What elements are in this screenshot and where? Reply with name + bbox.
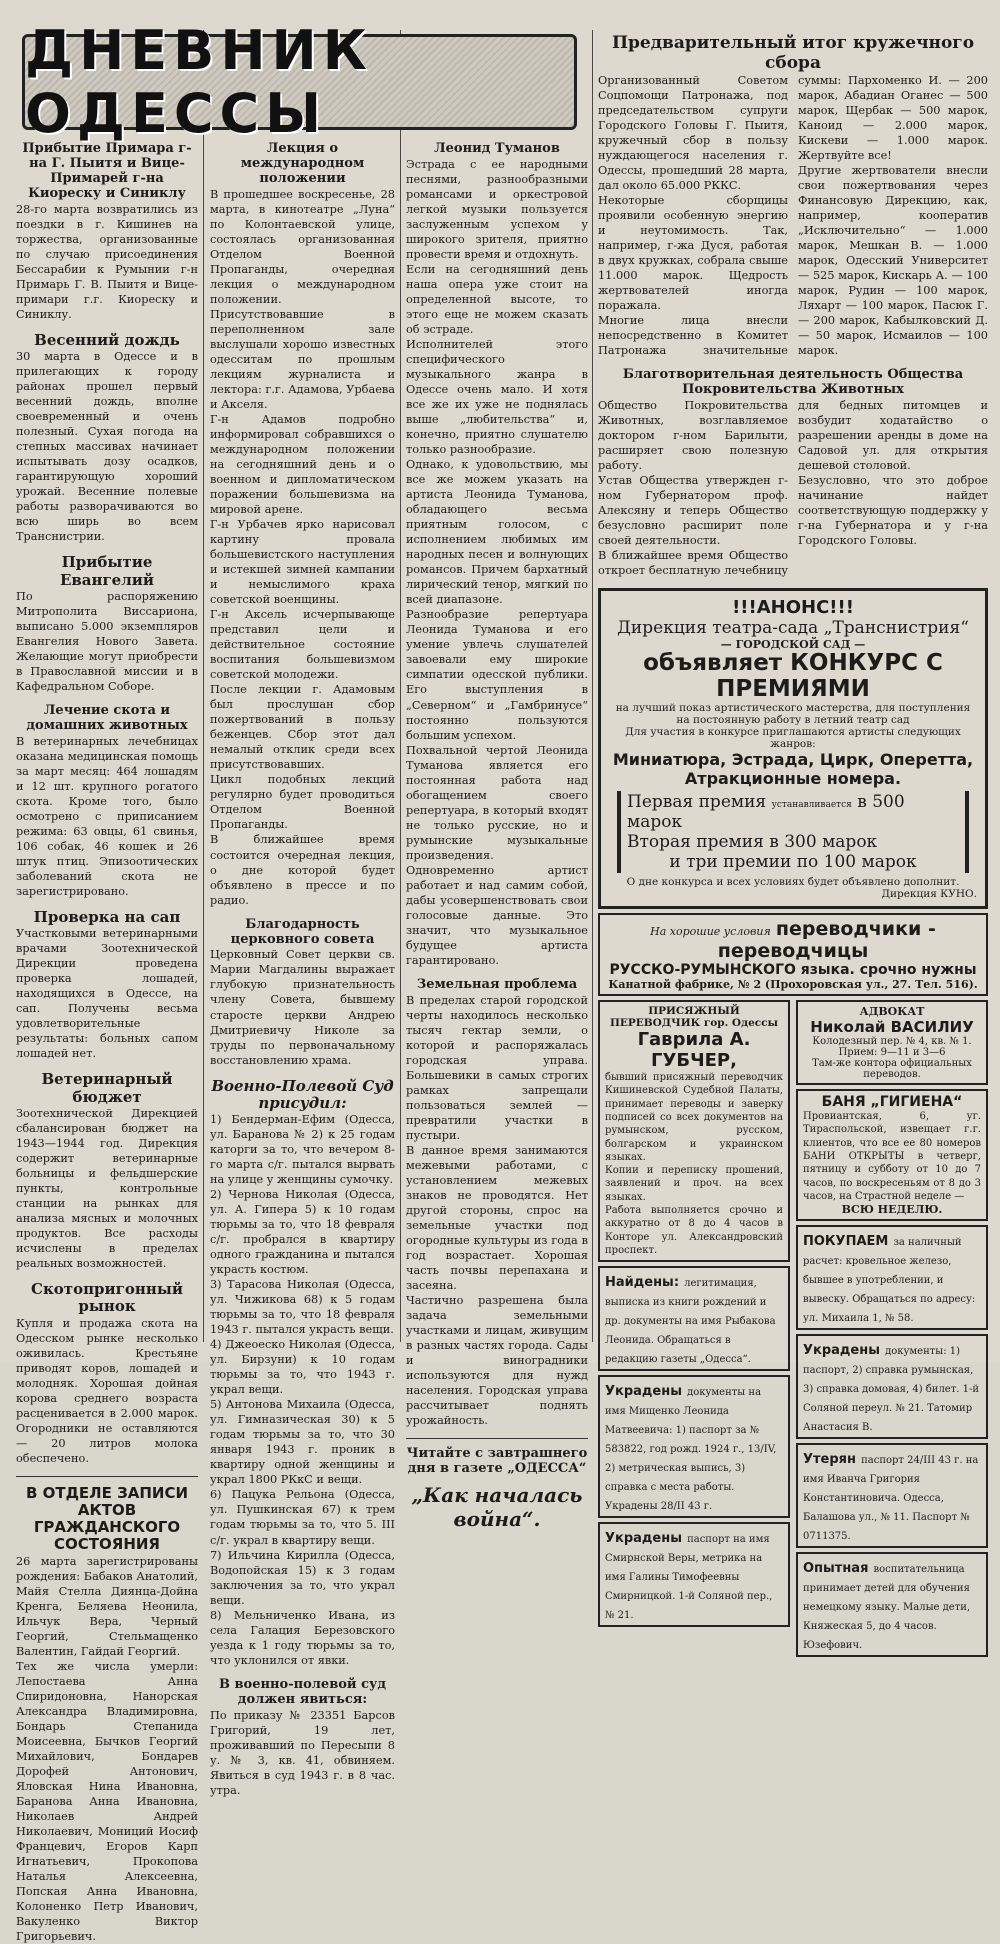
announce-sign: Дирекция КУНО. — [881, 888, 977, 901]
ad-text: Работа выполняется срочно и аккуратно от 8 до 4 часов в Конторе ул. Александровский проспект. — [605, 1205, 783, 1256]
ad-text: Провиантская, 6, уг. Тираспольской, извещает г.г. клиентов, что все ее 80 номеров БАНИ ОТКРЫТЫ в четверг, пятницу и субботу от 10 до 7 часов, по воскресеньям от 8 до 3 часов, на Страстной неделе — — [803, 1111, 981, 1202]
article-text: Если на сегодняшний день наша опера уже стоит на определенной высоте, то этого еще не можем сказать об эстраде. — [406, 263, 588, 337]
article-text: После лекции г. Адамовым был прослушан сбор пожертвований в пользу беженцев. Сбор этот дал немалый отклик среди всех присутствовавших. — [210, 683, 395, 772]
ad-text: легитимация, выписка из книги рождений и др. документы на имя Рыбакова Леонида. Обращаться в редакцию газеты „Одесса“. — [605, 1278, 776, 1366]
article-text: В пределах старой городской черты находилось несколько тысяч гектар земли, о которой и распоряжалась городская управа. Большевики в самых строгих рамках запрещали пользоваться землей — превратили участки в пустыри. — [406, 993, 588, 1142]
article — [16, 1281, 198, 1466]
article-title: Лекция о международном положении — [240, 141, 365, 186]
article-title: Проверка на сап — [33, 907, 181, 926]
announce-genres: Атракционные номера. — [684, 769, 902, 789]
theatre-announcement — [598, 588, 988, 909]
list-item: 1) Бендерман-Ефим (Одесса, ул. Баранова № 2) к 25 годам каторги за то, что вечером 8-го марта с/г. пытался вырвать на улице у женщины сумочку. — [210, 1113, 395, 1187]
ad-name: Гаврила А. ГУБЧЕР, — [637, 1029, 751, 1072]
classified-ad — [598, 1375, 790, 1518]
announce-sub: — ГОРОДСКОЙ САД — — [720, 638, 866, 652]
bath-ad — [796, 1089, 988, 1221]
column-1 — [16, 141, 198, 1944]
masthead-logo — [22, 19, 577, 145]
article — [16, 704, 198, 899]
prize-row — [627, 832, 959, 852]
list-item: 3) Тарасова Николая (Одесса, ул. Чижикова 68) к 5 годам тюрьмы за то, что 18 февраля 1943 г. пытался украсть вещи. — [210, 1278, 395, 1337]
list-item: 8) Мельниченко Ивана, из села Галация Березовского уезда к 1 году тюрьмы за то, что уклонился от явки. — [210, 1608, 395, 1667]
ad-lead: ПРИСЯЖНЫЙ ПЕРЕВОДЧИК гор. Одессы — [609, 1005, 779, 1030]
announce-footer: О дне конкурса и всех условиях будет объявлено дополнит. — [626, 876, 960, 889]
ad-lang: РУССКО-РУМЫНСКОГО языка. срочно нужны — [609, 962, 977, 979]
prize-row: и три премии по 100 марок — [669, 852, 917, 873]
ad-lead: На хорошие условия — [650, 925, 771, 939]
classified-ad — [796, 1225, 988, 1330]
classified-ad — [598, 1266, 790, 1371]
article — [16, 332, 198, 544]
list-item: 2) Чернова Николая (Одесса, ул. А. Гипера 5) к 10 годам тюрьмы за то, что 18 февраля с/г. пробрался в квартиру одного гражданина и пытался украсть костюм. — [210, 1188, 395, 1277]
article-text: Купля и продажа скота на Одесском рынке несколько оживилась. Крестьяне приводят коров, лошадей и молодняк. Хорошая дойная корова среднего возраста расценивается в 2.000 марок. Огородники не оставляются — 20 литров молока обеспечено. — [16, 1316, 198, 1465]
masthead-title: ДНЕВНИК ОДЕССЫ — [25, 19, 373, 145]
ad-title: Украдены — [605, 1531, 682, 1547]
article — [210, 918, 395, 1068]
article-text: Зоотехнической Дирекцией сбалансирован бюджет на 1943—1944 год. Дирекция содержит ветеринарные больницы и фельдшерские пункты, контрольные станции на рынках для анализа мясных и молочных продуктов. Все расходы исчислены в пределах реальных возможностей. — [16, 1106, 198, 1271]
ad-text: Колодезный пер. № 4, кв. № 1. — [812, 1036, 972, 1048]
classified-ad — [796, 1552, 988, 1657]
article-title: Предварительный итог кружечного сбора — [611, 33, 975, 73]
ad-name: Николай ВАСИЛИУ — [810, 1018, 974, 1037]
ad-title: Опытная — [803, 1561, 869, 1577]
ad-title: Найдены: — [605, 1275, 680, 1291]
announce-line: Для участия в конкурсе приглашаются артисты следующих жанров: — [625, 726, 961, 751]
article-text: Церковный Совет церкви св. Марии Магдалины выражает глубокую признательность члену Совета, бывшему старосте церкви Андрею Дмитриевичу Николе за труды по первоначальному восстановлению храма. — [210, 948, 395, 1067]
ad-lead: АДВОКАТ — [859, 1005, 925, 1019]
article-title: Прибытие Примара г-на Г. Пыитя и Вице-Примарей г-на Киореску и Синиклу — [22, 141, 192, 201]
ad-text: воспитательница принимает детей для обучения немецкому языку. Малые дети, Княжеская 5, до 4 часов. Юзефович. — [803, 1564, 971, 1652]
article-title: Военно-Полевой Суд присудил: — [211, 1076, 394, 1112]
article — [598, 368, 988, 578]
article-text: Участковыми ветеринарными врачами Зоотехнической Дирекции проведена проверка лошадей, находящихся в Одессе, на сап. Получены весьма удовлетворительные результаты: больных сапом лошадей нет. — [16, 927, 198, 1061]
prize-note: устанавливается — [771, 800, 852, 811]
column-rule — [592, 30, 593, 1342]
promo-title: Читайте с завтрашнего дня в газете „ОДЕССА“ — [406, 1446, 588, 1477]
ad-text: Копии и переписку прошений, заявлений и проч. на всех языках. — [605, 1165, 783, 1203]
article-title: Благодарность церковного совета — [230, 916, 375, 947]
article-text: Г-н Аксель исчерпывающе представил цели и действительное состояние воспитания большевизмом советской молодежи. — [210, 608, 395, 682]
article-text: Г-н Урбачев ярко нарисовал картину провала большевистского наступления и истекшей зимней кампании и немыслимого краха советской военщины. — [210, 518, 395, 607]
ad-text: ВСЮ НЕДЕЛЮ. — [841, 1203, 943, 1217]
column-4 — [598, 33, 988, 1652]
article-text: Частично разрешена была задача земельными участками и лицам, живущим в разных частях города. Сады и виноградники используются для нужд населения. Городская управа рассчитывает поднять урожайность. — [406, 1294, 588, 1428]
ad-addr: Канатной фабрике, № 2 (Прохоровская ул., 27. Тел. 516). — [608, 978, 978, 992]
ad-title: Украдены — [803, 1343, 880, 1359]
ad-title: БАНЯ „ГИГИЕНА“ — [821, 1094, 963, 1111]
article-title: Ветеринарный бюджет — [41, 1070, 173, 1106]
article-text: В прошедшее воскресенье, 28 марта, в кинотеатре „Луна“ по Колонтаевской улице, состоялась организованная Отделом Военной Пропаганды, очередная лекция о международном положении. — [210, 187, 395, 306]
announce-line: на лучший показ артистического мастерства, для поступления на постоянную работу в летний театр сад — [615, 702, 971, 727]
article-text: Разнообразие репертуара Леонида Туманова и его умение увлечь слушателей завоевали ему широкие симпатии одесской публики. Его выступления в „Северном“ и „Гамбринусе“ постоянно пользуются большим успехом. — [406, 608, 588, 742]
article-text: Другие жертвователи внесли свои пожертвования через Финансовую Дирекцию, как, например, кооператив „Исключительно“ — 1.000 марок, Мешкан В. — 1.000 марок, Одесский Университет — 525 марок, Кискарь А. — 100 марок, Рудин — 100 марок, Ляхарт — 100 марок, Пасюк Г. — 200 марок, Кабылковский Д. — 50 марок, Исмаилов — 100 марок. — [798, 164, 988, 358]
article — [16, 1071, 198, 1271]
article-text: По распоряжению Митрополита Виссариона, выписано 5.000 экземпляров Евангелия Нового Завета. Желающие могут приобрести в Православной миссии и в Кафедральном Соборе. — [16, 589, 198, 693]
column-3 — [406, 141, 588, 1532]
article-title: Леонид Туманов — [434, 141, 560, 156]
ads-left — [598, 1000, 790, 1657]
ad-text: бывший присяжный переводчик Кишиневской Судебной Палаты, принимает переводы и заверку подписей со всех документов на румынском, русском, болгарском и украинском языках. — [605, 1072, 783, 1163]
ad-big: переводчики - переводчицы — [717, 918, 936, 963]
article-body — [598, 398, 988, 578]
classified-ad — [598, 1522, 790, 1627]
ad-text: за наличный расчет: кровельное железо, бывшее в употреблении, и вывеску. Обращаться по адресу: ул. Михаила 1, № 58. — [803, 1237, 976, 1325]
article-title: Лечение скота и домашних животных — [26, 702, 188, 733]
announce-big: объявляет КОНКУРС С ПРЕМИЯМИ — [643, 650, 943, 702]
article — [16, 909, 198, 1061]
article-text: Устав Общества утвержден г-ном Губернатором проф. Алексяну и теперь Общество безусловно расширит поле своей деятельности. — [598, 474, 788, 548]
article — [16, 1485, 198, 1944]
article-text: Многие лица внесли непосредственно в Комитет Патронажа значительные суммы: Пархоменко И. — 200 марок, Абадиан Оганес — 500 марок, Щербак — 500 марок, Каноид — 2.000 марок, Кискеви — 1.000 марок. Жертвуйте все! — [598, 74, 988, 358]
article-text: В ветеринарных лечебницах оказана медицинская помощь за март месяц: 464 лошадям и 12 шт. крупного рогатого скота. Кроме того, было осмотрено с приписанием режима: 63 овцы, 61 свинья, 106 собак, 46 кошек и 26 штук птиц. Эпизоотических заболеваний скота не зарегистрировано. — [16, 734, 198, 898]
ad-title: Украдены — [605, 1384, 682, 1400]
article-body — [598, 73, 988, 358]
article-text: 26 марта зарегистрированы рождения: Бабаков Анатолий, Майя Стелла Диянца-Дойна Кренга, Беляева Неонила, Ильчук Вера, Черный Георгий, Стельмащенко Валентин, Гайдай Георгий. — [16, 1554, 198, 1658]
article-title: Скотопригонный рынок — [31, 1280, 183, 1316]
ad-text: документы на имя Мищенко Леонида Матвеевича: 1) паспорт за № 583822, год рожд. 1924 г., 13/IV, 2) метрическая выпись, 3) справка с места работы. Украдены 28/II 43 г. — [605, 1387, 777, 1513]
prize-label: Первая премия — [627, 792, 767, 813]
article-title: Земельная проблема — [416, 976, 578, 992]
ad-title: ПОКУПАЕМ — [803, 1234, 889, 1250]
ads-row — [598, 1000, 988, 1657]
classified-ad — [796, 1443, 988, 1548]
announce-heading: !!!АНОНС!!! — [732, 597, 854, 619]
article — [210, 142, 395, 908]
prize-block — [617, 791, 969, 873]
ad-text: паспорт 24/III 43 г. на имя Иванча Григория Константиновича. Одесса, Балашова ул., № 11. Паспорт № 0711375. — [803, 1455, 979, 1543]
promo-quote: „Как началась война“. — [411, 1483, 583, 1532]
article-text: Похвальной чертой Леонида Туманова является его постоянная работа над обогащением своего репертуара, в который входят не только русские, но и румынские музыкальные произведения. — [406, 743, 588, 862]
article-text: 30 марта в Одессе и в прилегающих к городу районах прошел первый весенний дождь, вполне своевременный и очень полезный. Сухая погода на степных массивах начинает испытывать дозу осадков, гарантирующую хороший урожай. Весенние полевые работы разворачиваются во всю ширь во всем Транснистрии. — [16, 350, 198, 544]
ad-text: Там-же контора официальных переводов. — [812, 1058, 972, 1081]
article — [16, 554, 198, 694]
column-rule — [400, 30, 401, 1342]
article-text: В данное время занимаются межевыми работами, с установлением межевых знаков не проводятся. Нет другой стороны, спрос на земельные участки под огородные культуры из года в год возрастает. Хорошая часть почвы перепахана и засеяна. — [406, 1143, 588, 1293]
gubcher-ad — [598, 1000, 790, 1262]
classified-ad — [796, 1334, 988, 1439]
promo-box — [406, 1447, 588, 1531]
translators-ad — [598, 913, 988, 996]
ads-right — [796, 1000, 988, 1657]
article-title: Весенний дождь — [34, 330, 180, 349]
article — [406, 142, 588, 968]
article-text: Присутствовавшие в переполненном зале выслушали хорошо известных одесситам по прошлым лекциям журналиста и лектора: г.г. Адамова, Урбаева и Акселя. — [210, 307, 395, 412]
article — [16, 142, 198, 322]
article-text: Однако, к удовольствию, мы все же можем указать на артиста Леонида Туманова, обладающего весьма приятным голосом, с исполнением любимых им народных песен и волнующих романсов. Причем бархатный лирический тенор, мягкий по всей диапазоне. — [406, 458, 588, 607]
ad-text: Прием: 9—11 и 3—6 — [838, 1047, 946, 1059]
article-text: Эстрада с ее народными песнями, разнообразными романсами и оркестровой легкой музыки пользуется заслуженным успехом у широкого зрителя, приятно провести время и отдохнуть. — [406, 157, 588, 262]
announce-genres: Миниатюра, Эстрада, Цирк, Оперетта, — [612, 750, 974, 770]
list-item: 4) Джеоеско Николая (Одесса, ул. Бирзуни) к 10 годам тюрьмы за то, что 1943 г. украл вещи. — [210, 1338, 395, 1397]
article-text: Общество Покровительства Животных, возглавляемое доктором г-ном Барилыти, расширяет свою полезную работу. — [598, 399, 788, 473]
article-text: Тех же числа умерли: Лепостаева Анна Спиридоновна, Нанорская Александра Владимировна, Бондарь Степанида Моисеевна, Бычков Георгий Михайлович, Бондарев Дорофей Антонович, Яловская Нина Ивановна, Баранова Анна Ивановна, Николаев Андрей Николаевич, Мониций Иосиф Францевич, Егоров Карп Игнатьевич, Прокопова Наталья Алексеевна, Попская Анна Ивановна, Колоненко Петр Иванович, Вакуленко Виктор Григорьевич. — [16, 1659, 198, 1944]
ad-text: документы: 1) паспорт, 2) справка румынская, 3) справка домовая, 4) билет. 1-й Соляной переул. № 21. Татомир Анастасия В. — [803, 1346, 980, 1434]
ad-title: Утерян — [803, 1452, 857, 1468]
column-2 — [210, 141, 395, 1797]
announce-org: Дирекция театра-сада „Транснистрия“ — [617, 618, 969, 639]
article-text: Некоторые сборщицы проявили особенную энергию и неутомимость. Так, например, г-жа Дуся, работая в двух кружках, собрала свыше 11.000 марок. Щедрость жертвователей иногда поражала. — [598, 194, 788, 313]
article-text: Цикл подобных лекций регулярно будет проводиться Отделом Военной Пропаганды. — [210, 773, 395, 832]
article-title: В ОТДЕЛЕ ЗАПИСИ АКТОВ ГРАЖДАНСКОГО СОСТОЯНИЯ — [25, 1483, 189, 1554]
divider — [16, 1476, 198, 1477]
article-title: В военно-полевой суд должен явиться: — [219, 1676, 386, 1707]
article — [210, 1678, 395, 1798]
article-text: 28-го марта возвратились из поездки в г. Кишинев на торжества, организованные по случаю присоединения Бессарабии к Румынии г-н Примарь Г. В. Пыитя и Вице-примари г.г. Киореску и Синиклу. — [16, 202, 198, 321]
article-text: По приказу № 23351 Барсов Григорий, 19 лет, проживавший по Пересыпи 8 у. № 3, кв. 41, обвиняем. Явиться в суд 1943 г. в 8 час. утра. — [210, 1708, 395, 1797]
column-rule — [203, 30, 204, 1342]
article-text: В ближайшее время состоится очередная лекция, о дне которой будет объявлено в прессе и по радио. — [210, 833, 395, 907]
article — [210, 1078, 395, 1668]
article-text: Исполнителей этого специфического музыкального жанра в Одессе очень мало. И хотя все же их уже не поднялась выше „любительства“ и, конечно, приятно слушателю только разнообразие. — [406, 338, 588, 457]
prize-value: в 500 марок — [627, 792, 905, 833]
article-title: Благотворительная деятельность Общества Покровительства Животных — [622, 367, 964, 398]
ad-text: паспорт на имя Смирнской Веры, метрика на имя Галины Тимофеевны Смирницкой. 1-й Соляной пер., № 21. — [605, 1534, 773, 1622]
article-text: Г-н Адамов подробно информировал собравшихся о международном положении на сегодняшний день и о военном и дипломатическом поражении большевизма на мировой арене. — [210, 413, 395, 517]
list-item: 7) Ильчина Кирилла (Одесса, Водопойская 15) к 3 годам заключения за то, что украл вещи. — [210, 1548, 395, 1607]
article-text: Одновременно артист работает и над самим собой, дабы усовершенствовать свои голосовые данные. Это значит, что музыкальное будущее артиста гарантировано. — [406, 863, 588, 967]
list-item: 6) Пацука Рельона (Одесса, ул. Пушкинская 67) к трем годам тюрьмы за то, что 5. III с/г. украл в квартиру вещи. — [210, 1488, 395, 1547]
article — [406, 978, 588, 1428]
prize-row — [627, 792, 959, 832]
article-text: Безусловно, что это доброе начинание найдет соответствующую поддержку у г-на Губернатора и у г-на Городского Головы. — [798, 474, 988, 548]
article-text: В ближайшее время Общество откроет бесплатную лечебницу для бедных питомцев и возбудит ходатайство о разрешении аренды в доме на Садовой ул. для открытия дешевой столовой. — [598, 399, 988, 578]
article-title: Прибытие Евангелий — [59, 553, 155, 589]
ad-line — [606, 918, 980, 962]
divider — [406, 1438, 588, 1439]
article-text: Организованный Советом Соцпомощи Патронажа, под председательством супруги Городского Головы Г. Пыитя, кружечный сбор в пользу нуждающегося населения г. Одессы, прошедший 28 марта, дал около 65.000 РККС. — [598, 74, 788, 193]
list-item: 5) Антонова Михаила (Одесса, ул. Гимназическая 30) к 5 годам тюрьмы за то, что 30 января 1943 г. проник в квартиру одной женщины и украл 1800 РКкС и вещи. — [210, 1398, 395, 1487]
prize-label: Вторая премия — [627, 832, 764, 853]
vasiliu-ad — [796, 1000, 988, 1085]
article — [598, 34, 988, 358]
prize-value: в 300 марок — [769, 832, 878, 853]
